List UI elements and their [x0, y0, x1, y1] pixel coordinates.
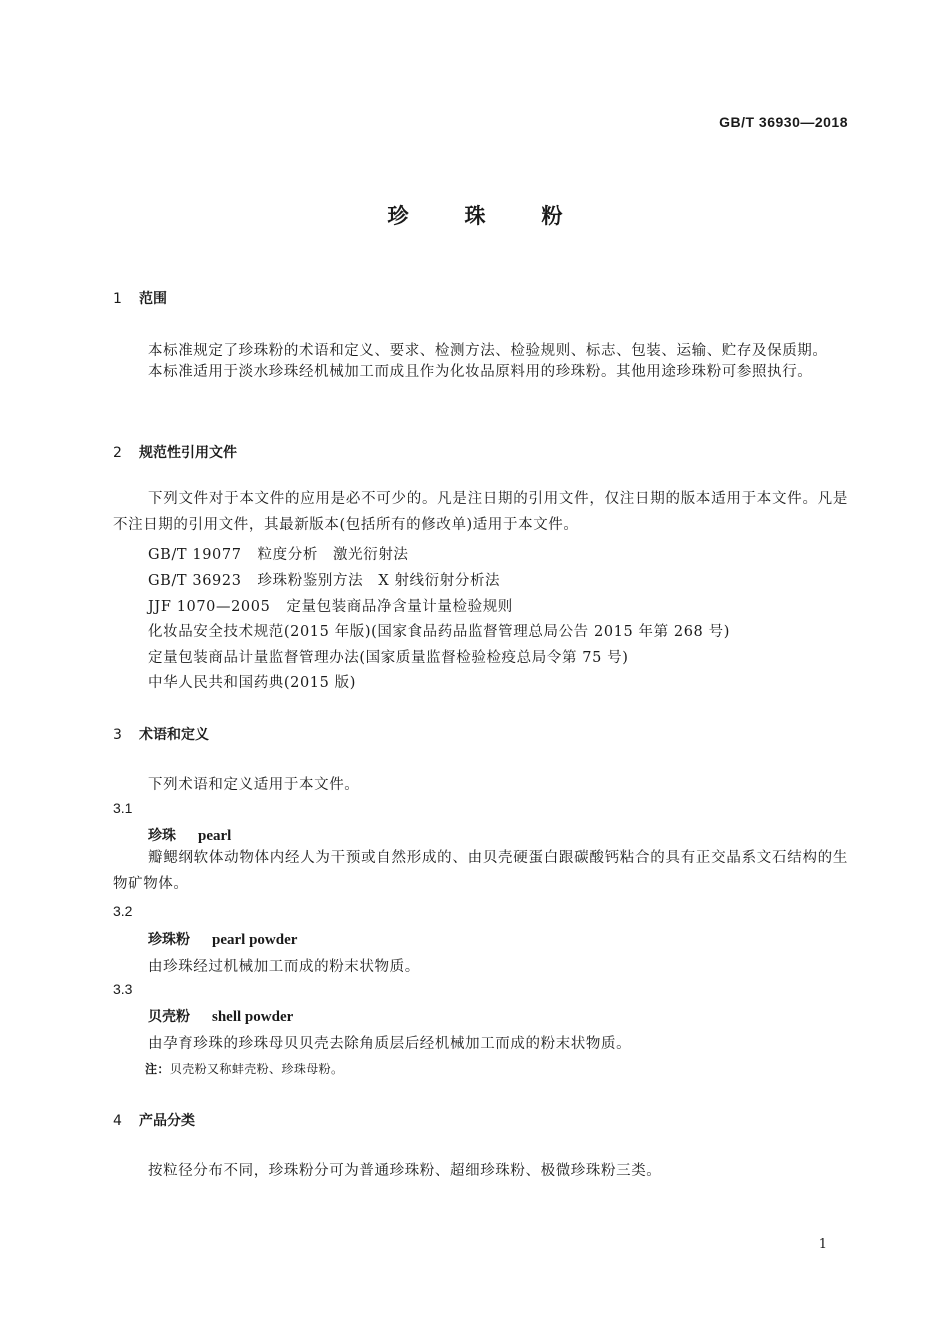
- term-number: 3.2: [113, 903, 133, 919]
- paragraph: 本标准适用于淡水珍珠经机械加工而成且作为化妆品原料用的珍珠粉。其他用途珍珠粉可参照执行。: [148, 364, 813, 380]
- paragraph: 本标准规定了珍珠粉的术语和定义、要求、检测方法、检验规则、标志、包装、运输、贮存及保质期。: [148, 343, 828, 359]
- term-zh: 珍珠粉: [148, 932, 190, 948]
- term-definition: 由珍珠经过机械加工而成的粉末状物质。: [148, 959, 420, 975]
- reference-code: GB/T 19077: [148, 547, 242, 563]
- section-heading-4: [113, 1110, 195, 1130]
- page-number: 1: [818, 1237, 827, 1252]
- reference-name: 定量包装商品计量监督管理办法(国家质量监督检验检疫总局令第 75 号): [148, 650, 629, 666]
- reference-name: 化妆品安全技术规范(2015 年版)(国家食品药品监督管理总局公告 2015 年第 268 号): [148, 624, 730, 640]
- title-char: 粉: [541, 204, 563, 228]
- reference-name: 中华人民共和国药典(2015 版): [148, 675, 357, 691]
- section-number: 3: [113, 727, 122, 743]
- reference-item: [148, 543, 409, 564]
- term-zh: 贝壳粉: [148, 1009, 190, 1025]
- term-en: pearl powder: [212, 932, 298, 948]
- reference-item: [148, 646, 628, 667]
- reference-item: [148, 671, 356, 692]
- section-heading-3: [113, 724, 209, 744]
- section-number: 1: [113, 291, 122, 307]
- reference-name: 定量包装商品净含量计量检验规则: [286, 599, 513, 615]
- note: [145, 1060, 343, 1077]
- term-zh: 珍珠: [148, 828, 176, 844]
- paragraph: 下列文件对于本文件的应用是必不可少的。凡是注日期的引用文件，仅注日期的版本适用于本文件。凡是不注日期的引用文件，其最新版本(包括所有的修改单)适用于本文件。: [113, 491, 848, 533]
- term-heading: [148, 825, 231, 845]
- section-title: 术语和定义: [139, 727, 209, 743]
- section-title: 规范性引用文件: [139, 445, 237, 461]
- section-title: 范围: [139, 291, 167, 307]
- section-number: 2: [113, 445, 122, 461]
- title-char: 珍: [387, 204, 409, 228]
- document-title: [0, 200, 950, 230]
- title-char: 珠: [464, 204, 486, 228]
- term-heading: [148, 1006, 293, 1026]
- term-en: shell powder: [212, 1009, 294, 1025]
- paragraph: 按粒径分布不同，珍珠粉分可为普通珍珠粉、超细珍珠粉、极微珍珠粉三类。: [148, 1163, 662, 1179]
- section-number: 4: [113, 1113, 122, 1129]
- section-heading-2: [113, 442, 237, 462]
- reference-item: [148, 620, 730, 641]
- standard-code: GB/T 36930—2018: [719, 114, 848, 130]
- reference-code: GB/T 36923: [148, 573, 242, 589]
- term-number: 3.3: [113, 981, 133, 997]
- term-definition: 由孕育珍珠的珍珠母贝贝壳去除角质层后经机械加工而成的粉末状物质。: [148, 1036, 632, 1052]
- note-text: 贝壳粉又称蚌壳粉、珍珠母粉。: [169, 1062, 344, 1076]
- section-title: 产品分类: [139, 1113, 195, 1129]
- term-heading: [148, 929, 297, 949]
- reference-name: 粒度分析 激光衍射法: [257, 547, 409, 563]
- term-number: 3.1: [113, 800, 133, 816]
- reference-code: JJF 1070—2005: [148, 599, 271, 615]
- note-label: 注：: [145, 1062, 170, 1076]
- term-definition: 瓣鳃纲软体动物体内经人为干预或自然形成的、由贝壳硬蛋白跟碳酸钙粘合的具有正交晶系文石结构的生物矿物体。: [113, 850, 848, 892]
- section-heading-1: [113, 288, 167, 308]
- term-en: pearl: [198, 828, 232, 844]
- paragraph: 下列术语和定义适用于本文件。: [148, 777, 360, 793]
- reference-item: [148, 595, 513, 616]
- reference-item: [148, 569, 500, 590]
- reference-name: 珍珠粉鉴别方法 X 射线衍射分析法: [257, 573, 501, 589]
